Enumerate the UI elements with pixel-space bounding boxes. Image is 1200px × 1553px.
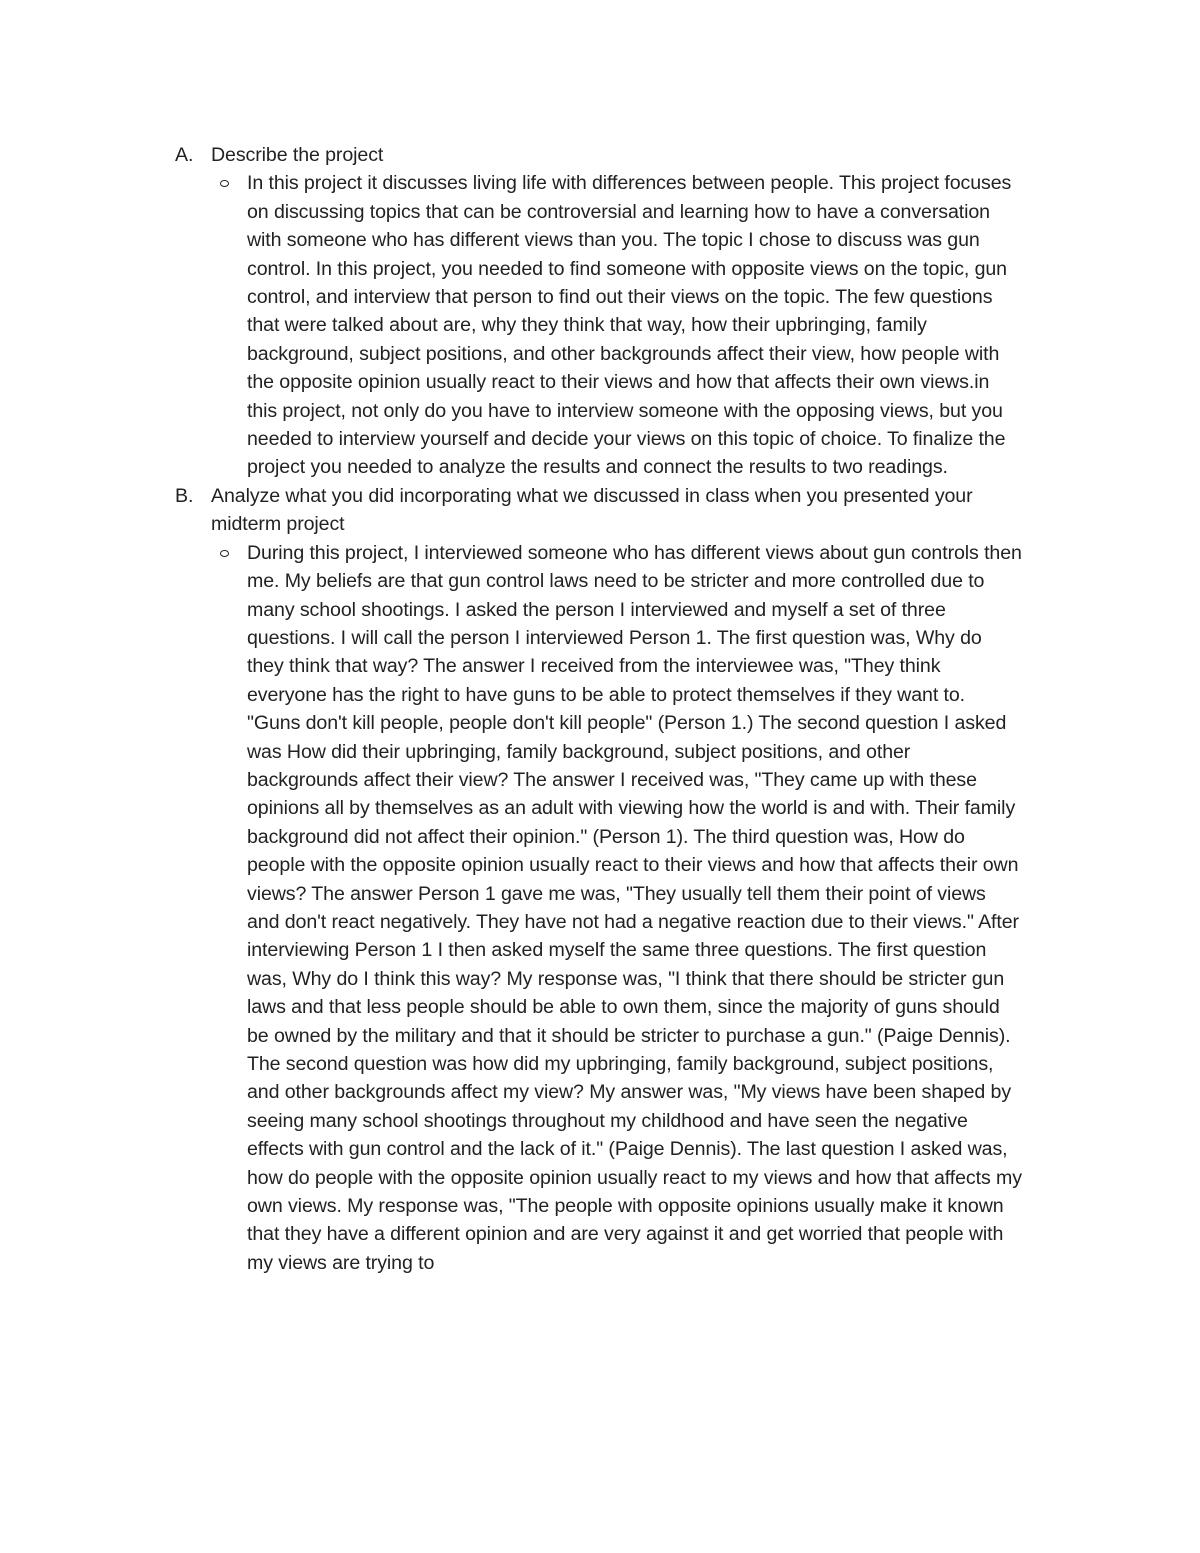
outline-item-b [175, 482, 1065, 539]
outline-subitem-a1 [175, 169, 1065, 481]
project-analysis-paragraph: During this project, I interviewed someone who has different views about gun controls then me. My beliefs are that gun control laws need to be stricter and more controlled due to many school shootings. I asked the person I interviewed and myself a set of three questions. I will call the person I interviewed Person 1. The first question was, Why do they think that way? The answer I received from the interviewee was, "They think everyone has the right to have guns to be able to protect themselves if they want to. "Guns don't kill people, people don't kill people" (Person 1.) The second question I asked was How did their upbringing, family background, subject positions, and other backgrounds affect their view? The answer I received was, "They came up with these opinions all by themselves as an adult with viewing how the world is and with. Their family background did not affect their opinion." (Person 1). The third question was, How do people with the opposite opinion usually react to their views and how that affects their own views? The answer Person 1 gave me was, "They usually tell them their point of views and don't react negatively. They have not had a negative reaction due to their views." After interviewing Person 1 I then asked myself the same three questions. The first question was, Why do I think this way? My response was, "I think that there should be stricter gun laws and that less people should be able to own them, since the majority of guns should be owned by the military and that it should be stricter to purchase a gun." (Paige Dennis). The second question was how did my upbringing, family background, subject positions, and other backgrounds affect my view? My answer was, "My views have been shaped by seeing many school shootings throughout my childhood and have seen the negative effects with gun control and the lack of it." (Paige Dennis). The last question I asked was, how do people with the opposite opinion usually react to my views and how that affects my own views. My response was, "The people with opposite opinions usually make it known that they have a different opinion and are very against it and get worried that people with my views are trying to [247, 541, 1022, 1274]
project-description-paragraph: In this project it discusses living life with differences between people. This project focuses on discussing topics that can be controversial and learning how to have a conversation with someone who has different views than you. The topic I chose to discuss was gun control. In this project, you needed to find someone with opposite views on the topic, gun control, and interview that person to find out their views on the topic. The few questions that were talked about are, why they think that way, how their upbringing, family background, subject positions, and other backgrounds affect their view, how people with the opposite opinion usually react to their views and how that affects their own views.in this project, not only do you have to interview someone with the opposing views, but you needed to interview yourself and decide your views on this topic of choice. To finalize the project you needed to analyze the results and connect the results to two readings. [247, 172, 1012, 479]
hollow-bullet-icon [220, 550, 229, 557]
outline-item-a [175, 141, 1065, 169]
hollow-bullet-icon [220, 180, 229, 187]
outline-subitem-b1 [175, 539, 1065, 1278]
outline-heading-b: Analyze what you did incorporating what we discussed in class when you presented your midterm project [211, 484, 973, 536]
outline-marker-a: A. [175, 144, 194, 166]
outline-marker-b: B. [175, 484, 194, 507]
outline-heading-a: Describe the project [211, 144, 384, 166]
outline-list [175, 141, 1065, 1277]
